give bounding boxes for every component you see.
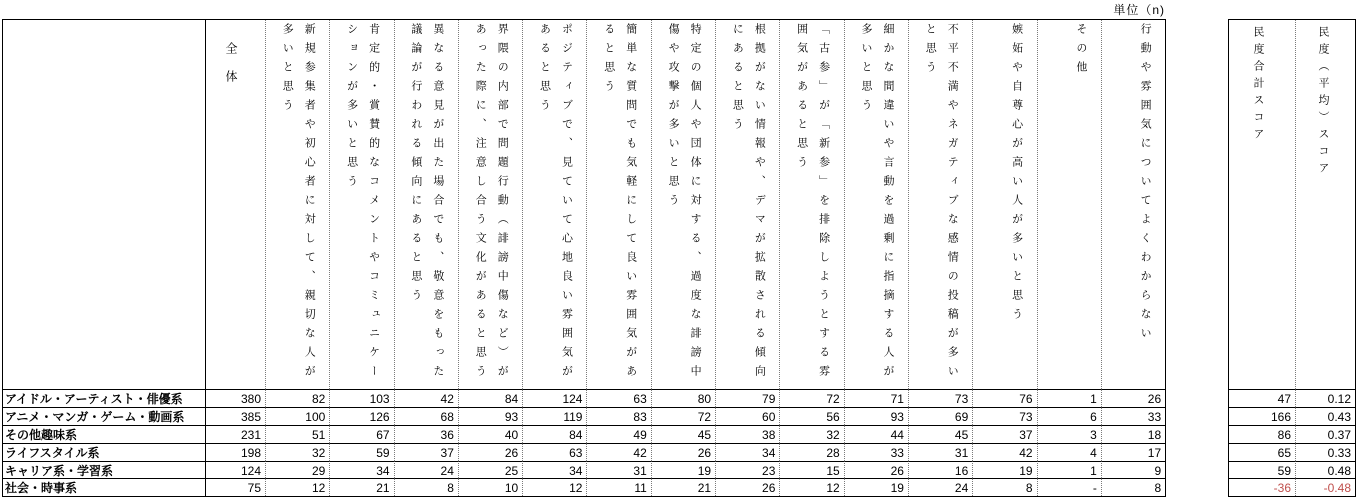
col-header-overall[interactable]: 全体 [205, 20, 265, 389]
data-cell[interactable]: - [1037, 478, 1101, 496]
data-cell[interactable]: 28 [779, 443, 843, 461]
col-header-slander-attacks[interactable]: 特定の個人や団体に対する、過度な誹謗中傷や攻撃が多いと思う [651, 20, 715, 389]
col-header-total-score[interactable]: 民度合計スコア [1252, 26, 1264, 145]
corner-cell[interactable] [3, 20, 205, 389]
data-cell[interactable]: 12 [522, 478, 586, 496]
total-score-cell[interactable]: 86 [1229, 425, 1295, 443]
data-cell[interactable]: 26 [458, 443, 522, 461]
data-cell[interactable]: 103 [329, 389, 393, 407]
data-cell[interactable]: 32 [265, 443, 329, 461]
row-label[interactable]: ライフスタイル系 [3, 443, 205, 461]
data-cell[interactable]: 34 [522, 461, 586, 479]
average-score-cell[interactable]: 0.43 [1295, 407, 1355, 425]
data-cell[interactable]: 37 [972, 425, 1036, 443]
data-cell[interactable]: 37 [394, 443, 458, 461]
data-cell[interactable]: 84 [522, 425, 586, 443]
data-cell[interactable]: 68 [394, 407, 458, 425]
average-score-cell[interactable]: 0.37 [1295, 425, 1355, 443]
data-cell[interactable]: 21 [329, 478, 393, 496]
data-cell[interactable]: 9 [1101, 461, 1165, 479]
main-table [2, 19, 1166, 497]
data-cell[interactable]: 124 [205, 461, 265, 479]
data-cell[interactable]: 79 [715, 389, 779, 407]
col-header-respectful-discussion[interactable]: 異なる意見が出た場合でも、敬意をもった議論が行われる傾向にあると思う [394, 20, 458, 389]
data-cell[interactable]: 51 [265, 425, 329, 443]
data-cell[interactable]: 82 [265, 389, 329, 407]
data-cell[interactable]: 31 [908, 443, 972, 461]
data-cell[interactable]: 18 [1101, 425, 1165, 443]
data-cell[interactable]: 72 [651, 407, 715, 425]
data-cell[interactable]: 93 [844, 407, 908, 425]
data-cell[interactable]: 1 [1037, 389, 1101, 407]
data-cell[interactable]: 29 [265, 461, 329, 479]
data-cell[interactable]: 33 [1101, 407, 1165, 425]
col-header-veterans-exclude-newbies[interactable]: 「古参」が「新参」を排除しようとする雰囲気があると思う [779, 20, 843, 389]
col-header-self-policing-culture[interactable]: 界隈の内部で問題行動（誹謗中傷など）があった際に、注意し合う文化があると思う [458, 20, 522, 389]
data-cell[interactable]: 17 [1101, 443, 1165, 461]
col-header-kind-to-newcomers[interactable]: 新規参集者や初心者に対して、親切な人が多いと思う [265, 20, 329, 389]
data-cell[interactable]: 34 [329, 461, 393, 479]
data-cell[interactable]: 26 [715, 478, 779, 496]
data-cell[interactable]: 15 [779, 461, 843, 479]
score-table [1228, 19, 1356, 497]
data-cell[interactable]: 198 [205, 443, 265, 461]
data-cell[interactable]: 124 [522, 389, 586, 407]
data-cell[interactable]: 63 [586, 389, 650, 407]
col-header-excessive-nitpicking[interactable]: 細かな間違いや言動を過剰に指摘する人が多いと思う [844, 20, 908, 389]
data-cell[interactable]: 8 [394, 478, 458, 496]
data-cell[interactable]: 23 [715, 461, 779, 479]
data-cell[interactable]: 45 [908, 425, 972, 443]
data-cell[interactable]: 119 [522, 407, 586, 425]
data-cell[interactable]: 44 [844, 425, 908, 443]
average-score-cell[interactable]: 0.12 [1295, 389, 1355, 407]
average-score-cell[interactable]: 0.48 [1295, 461, 1355, 479]
data-cell[interactable]: 73 [972, 407, 1036, 425]
data-cell[interactable]: 93 [458, 407, 522, 425]
col-header-average-score[interactable]: 民度（平均）スコア [1295, 20, 1355, 389]
data-cell[interactable]: 33 [844, 443, 908, 461]
total-score-cell[interactable]: 166 [1229, 407, 1295, 425]
data-cell[interactable]: 26 [651, 443, 715, 461]
data-cell[interactable]: 40 [458, 425, 522, 443]
total-score-cell[interactable]: 65 [1229, 443, 1295, 461]
row-label[interactable]: その他趣味系 [3, 425, 205, 443]
data-cell[interactable]: 60 [715, 407, 779, 425]
total-score-cell-negative[interactable]: -36 [1229, 478, 1295, 496]
data-cell[interactable]: 42 [586, 443, 650, 461]
unit-label: 単位（n) [1113, 3, 1165, 17]
col-header-positive-comments[interactable]: 肯定的・賞賛的なコメントやコミュニケーションが多いと思う [329, 20, 393, 389]
data-cell[interactable]: 63 [522, 443, 586, 461]
data-cell[interactable]: 72 [779, 389, 843, 407]
row-label[interactable]: キャリア系・学習系 [3, 461, 205, 479]
col-header-easy-questions[interactable]: 簡単な質問でも気軽にして良い雰囲気があると思う [586, 20, 650, 389]
data-cell[interactable]: 45 [651, 425, 715, 443]
data-cell[interactable]: 38 [715, 425, 779, 443]
data-cell[interactable]: 126 [329, 407, 393, 425]
data-cell[interactable]: 19 [651, 461, 715, 479]
data-cell[interactable]: 385 [205, 407, 265, 425]
data-cell[interactable]: 12 [779, 478, 843, 496]
data-cell[interactable]: 56 [779, 407, 843, 425]
data-cell[interactable]: 19 [972, 461, 1036, 479]
average-score-cell[interactable]: 0.33 [1295, 443, 1355, 461]
col-header-misinformation-spread[interactable]: 根拠がない情報や、デマが拡散される傾向にあると思う [715, 20, 779, 389]
data-cell[interactable]: 76 [972, 389, 1036, 407]
data-cell[interactable]: 59 [329, 443, 393, 461]
data-cell[interactable]: 24 [394, 461, 458, 479]
data-cell[interactable]: 6 [1037, 407, 1101, 425]
data-cell[interactable]: 80 [651, 389, 715, 407]
data-cell[interactable]: 71 [844, 389, 908, 407]
col-header-dont-know[interactable]: 行動や雰囲気についてよくわからない [1101, 20, 1165, 389]
data-cell[interactable]: 75 [205, 478, 265, 496]
data-cell[interactable]: 8 [1101, 478, 1165, 496]
data-cell[interactable]: 11 [586, 478, 650, 496]
data-cell[interactable]: 231 [205, 425, 265, 443]
data-cell[interactable]: 19 [844, 478, 908, 496]
data-cell[interactable]: 12 [265, 478, 329, 496]
total-score-cell[interactable]: 59 [1229, 461, 1295, 479]
data-cell[interactable]: 26 [1101, 389, 1165, 407]
data-cell[interactable]: 73 [908, 389, 972, 407]
row-label[interactable]: アニメ・マンガ・ゲーム・動画系 [3, 407, 205, 425]
data-cell[interactable]: 69 [908, 407, 972, 425]
data-cell[interactable]: 67 [329, 425, 393, 443]
row-label[interactable]: 社会・時事系 [3, 478, 205, 496]
data-cell[interactable]: 100 [265, 407, 329, 425]
row-label[interactable]: アイドル・アーティスト・俳優系 [3, 389, 205, 407]
col-header-other[interactable]: その他 [1037, 20, 1101, 389]
col-header-jealousy-pride[interactable]: 嫉妬や自尊心が高い人が多いと思う [972, 20, 1036, 389]
data-cell[interactable]: 10 [458, 478, 522, 496]
data-cell[interactable]: 31 [586, 461, 650, 479]
data-cell[interactable]: 4 [1037, 443, 1101, 461]
data-cell[interactable]: 25 [458, 461, 522, 479]
data-cell[interactable]: 380 [205, 389, 265, 407]
total-score-cell[interactable]: 47 [1229, 389, 1295, 407]
data-cell[interactable]: 16 [908, 461, 972, 479]
data-cell[interactable]: 8 [972, 478, 1036, 496]
col-header-negative-posts[interactable]: 不平不満やネガティブな感情の投稿が多いと思う [908, 20, 972, 389]
data-cell[interactable]: 21 [651, 478, 715, 496]
data-cell[interactable]: 83 [586, 407, 650, 425]
data-cell[interactable]: 34 [715, 443, 779, 461]
data-cell[interactable]: 26 [844, 461, 908, 479]
data-cell[interactable]: 42 [972, 443, 1036, 461]
col-header-positive-atmosphere[interactable]: ポジティブで、見ていて心地良い雰囲気があると思う [522, 20, 586, 389]
data-cell[interactable]: 36 [394, 425, 458, 443]
data-cell[interactable]: 84 [458, 389, 522, 407]
data-cell[interactable]: 1 [1037, 461, 1101, 479]
data-cell[interactable]: 3 [1037, 425, 1101, 443]
data-cell[interactable]: 42 [394, 389, 458, 407]
data-cell[interactable]: 24 [908, 478, 972, 496]
data-cell[interactable]: 49 [586, 425, 650, 443]
data-cell[interactable]: 32 [779, 425, 843, 443]
average-score-cell-negative[interactable]: -0.48 [1295, 478, 1355, 496]
